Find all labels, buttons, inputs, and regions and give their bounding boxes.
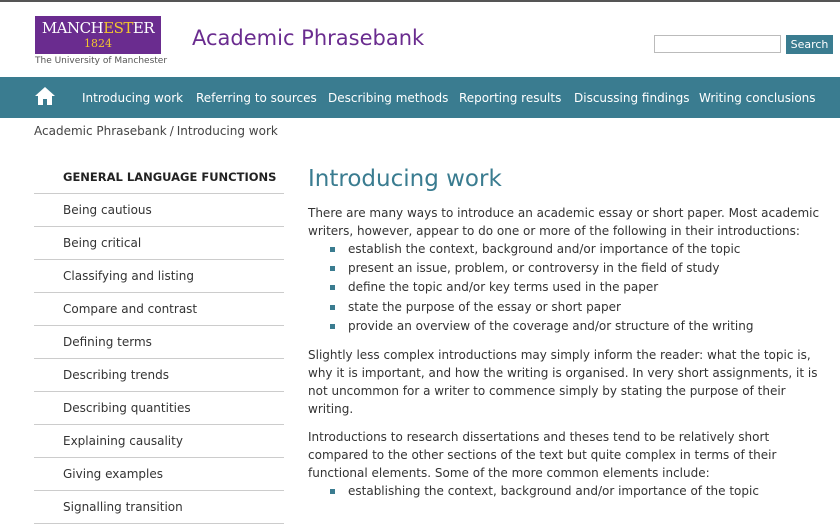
search-button[interactable]: Search [786,35,833,54]
list-item: establish the context, background and/or importance of the topic [308,240,830,259]
dissertation-elements-list [308,482,830,501]
breadcrumb-separator: / [169,124,174,138]
nav-referring-to-sources[interactable]: Referring to sources [196,91,317,105]
logo-wordmark: MANCHESTER [41,19,155,37]
sidebar-item-giving-examples[interactable]: Giving examples [34,458,284,491]
nav-introducing-work[interactable]: Introducing work [82,91,184,105]
nav-writing-conclusions[interactable]: Writing conclusions [699,91,816,105]
list-item: state the purpose of the essay or short paper [308,298,830,317]
sidebar-item-compare-and-contrast[interactable]: Compare and contrast [34,293,284,326]
list-item: present an issue, problem, or controversy in the field of study [308,259,830,278]
list-item: provide an overview of the coverage and/or structure of the writing [308,317,830,336]
list-item: define the topic and/or key terms used in the paper [308,278,830,297]
site-title[interactable]: Academic Phrasebank [192,26,425,50]
sidebar [34,160,284,524]
search-input[interactable] [654,35,781,53]
sidebar-item-being-cautious[interactable]: Being cautious [34,194,284,227]
sidebar-item-signalling-transition[interactable]: Signalling transition [34,491,284,524]
university-logo[interactable] [35,16,161,54]
sidebar-item-describing-trends[interactable]: Describing trends [34,359,284,392]
intro-paragraph: There are many ways to introduce an academic essay or short paper. Most academic writers, however, appear to do one or more of the following in their introductions: [308,206,820,238]
list-item: establishing the context, background and/or importance of the topic [308,482,830,501]
main-content [308,164,830,501]
university-name: The University of Manchester [35,56,168,66]
top-border [0,0,840,2]
nav-reporting-results[interactable]: Reporting results [459,91,562,105]
sidebar-item-classifying-and-listing[interactable]: Classifying and listing [34,260,284,293]
main-nav [0,77,840,118]
nav-discussing-findings[interactable]: Discussing findings [574,91,690,105]
nav-describing-methods[interactable]: Describing methods [328,91,449,105]
paragraph-dissertations: Introductions to research dissertations and theses tend to be relatively short compared to the other sections of the text but quite complex in terms of their functional elements. Some of the more common elements include: [308,430,777,481]
sidebar-item-being-critical[interactable]: Being critical [34,227,284,260]
sidebar-item-defining-terms[interactable]: Defining terms [34,326,284,359]
sidebar-heading: GENERAL LANGUAGE FUNCTIONS [34,160,284,194]
paragraph-simple-intros: Slightly less complex introductions may simply inform the reader: what the topic is, why it is important, and how the writing is organised. In very short assignments, it is not uncommon for a writer to commence simply by stating the purpose of their writing. [308,348,818,417]
logo-year: 1824 [84,37,112,50]
home-icon[interactable] [34,85,56,107]
sidebar-item-describing-quantities[interactable]: Describing quantities [34,392,284,425]
page-title: Introducing work [308,166,502,192]
breadcrumb-current: Introducing work [176,124,278,138]
breadcrumb-root[interactable]: Academic Phrasebank [34,124,167,138]
breadcrumb [34,124,278,138]
sidebar-item-explaining-causality[interactable]: Explaining causality [34,425,284,458]
intro-function-list [308,240,830,336]
